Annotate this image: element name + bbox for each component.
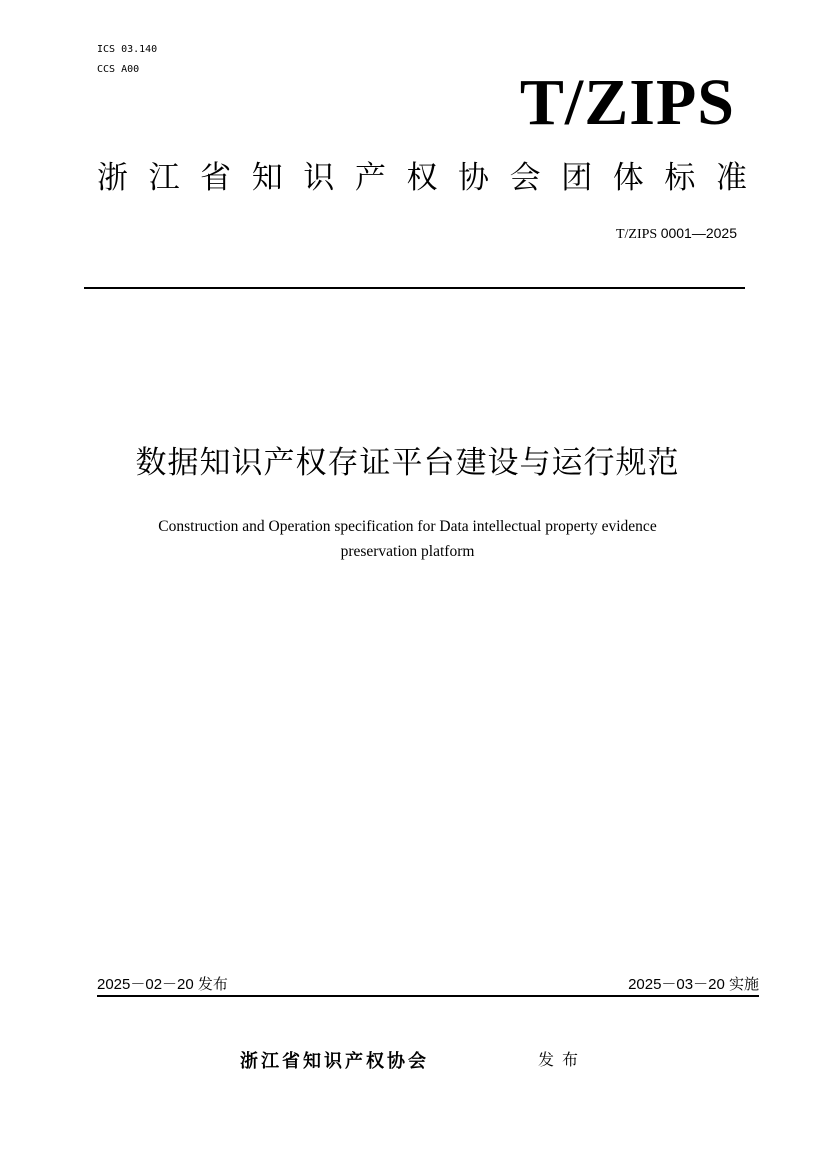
publisher-organization: 浙江省知识产权协会: [240, 1051, 429, 1072]
org-title-char: 体: [612, 160, 644, 196]
org-title-char: 浙: [97, 160, 128, 196]
publish-label: 发布: [197, 975, 228, 993]
publish-date: [97, 974, 228, 995]
organization-standard-title: [97, 158, 747, 198]
org-title-char: 团: [561, 160, 593, 196]
org-title-char: 识: [303, 160, 335, 196]
effective-date: [628, 974, 759, 995]
org-title-char: 会: [509, 160, 541, 196]
document-title-chinese: 数据知识产权存证平台建设与运行规范: [135, 445, 680, 481]
standard-logo: T/ZIPS: [519, 66, 735, 139]
date-row: [97, 974, 759, 994]
publisher-action: 发布: [538, 1050, 587, 1069]
org-title-char: 标: [664, 160, 696, 196]
title-english-line-2: preservation platform: [340, 543, 475, 560]
org-title-char: 协: [458, 160, 490, 196]
org-title-char: 准: [715, 160, 747, 196]
ccs-code: CCS A00: [97, 64, 140, 75]
title-english-line-1: Construction and Operation specification for Data intellectual property evidence: [158, 518, 657, 535]
org-title-char: 产: [354, 160, 386, 196]
standard-number: [616, 224, 737, 244]
standard-number-value: 0001—2025: [660, 225, 737, 241]
footer-divider: [97, 995, 759, 997]
effective-date-value: 2025－03－20: [628, 976, 725, 993]
org-title-char: 权: [406, 160, 438, 196]
org-title-char: 省: [200, 160, 232, 196]
standard-number-prefix: T/ZIPS: [615, 227, 658, 242]
effective-label: 实施: [728, 975, 759, 993]
header-divider: [84, 287, 745, 289]
publish-date-value: 2025－02－20: [97, 976, 194, 993]
document-title-english: [60, 514, 755, 564]
org-title-char: 知: [251, 160, 283, 196]
ics-code: ICS 03.140: [97, 44, 158, 55]
org-title-char: 江: [148, 160, 180, 196]
